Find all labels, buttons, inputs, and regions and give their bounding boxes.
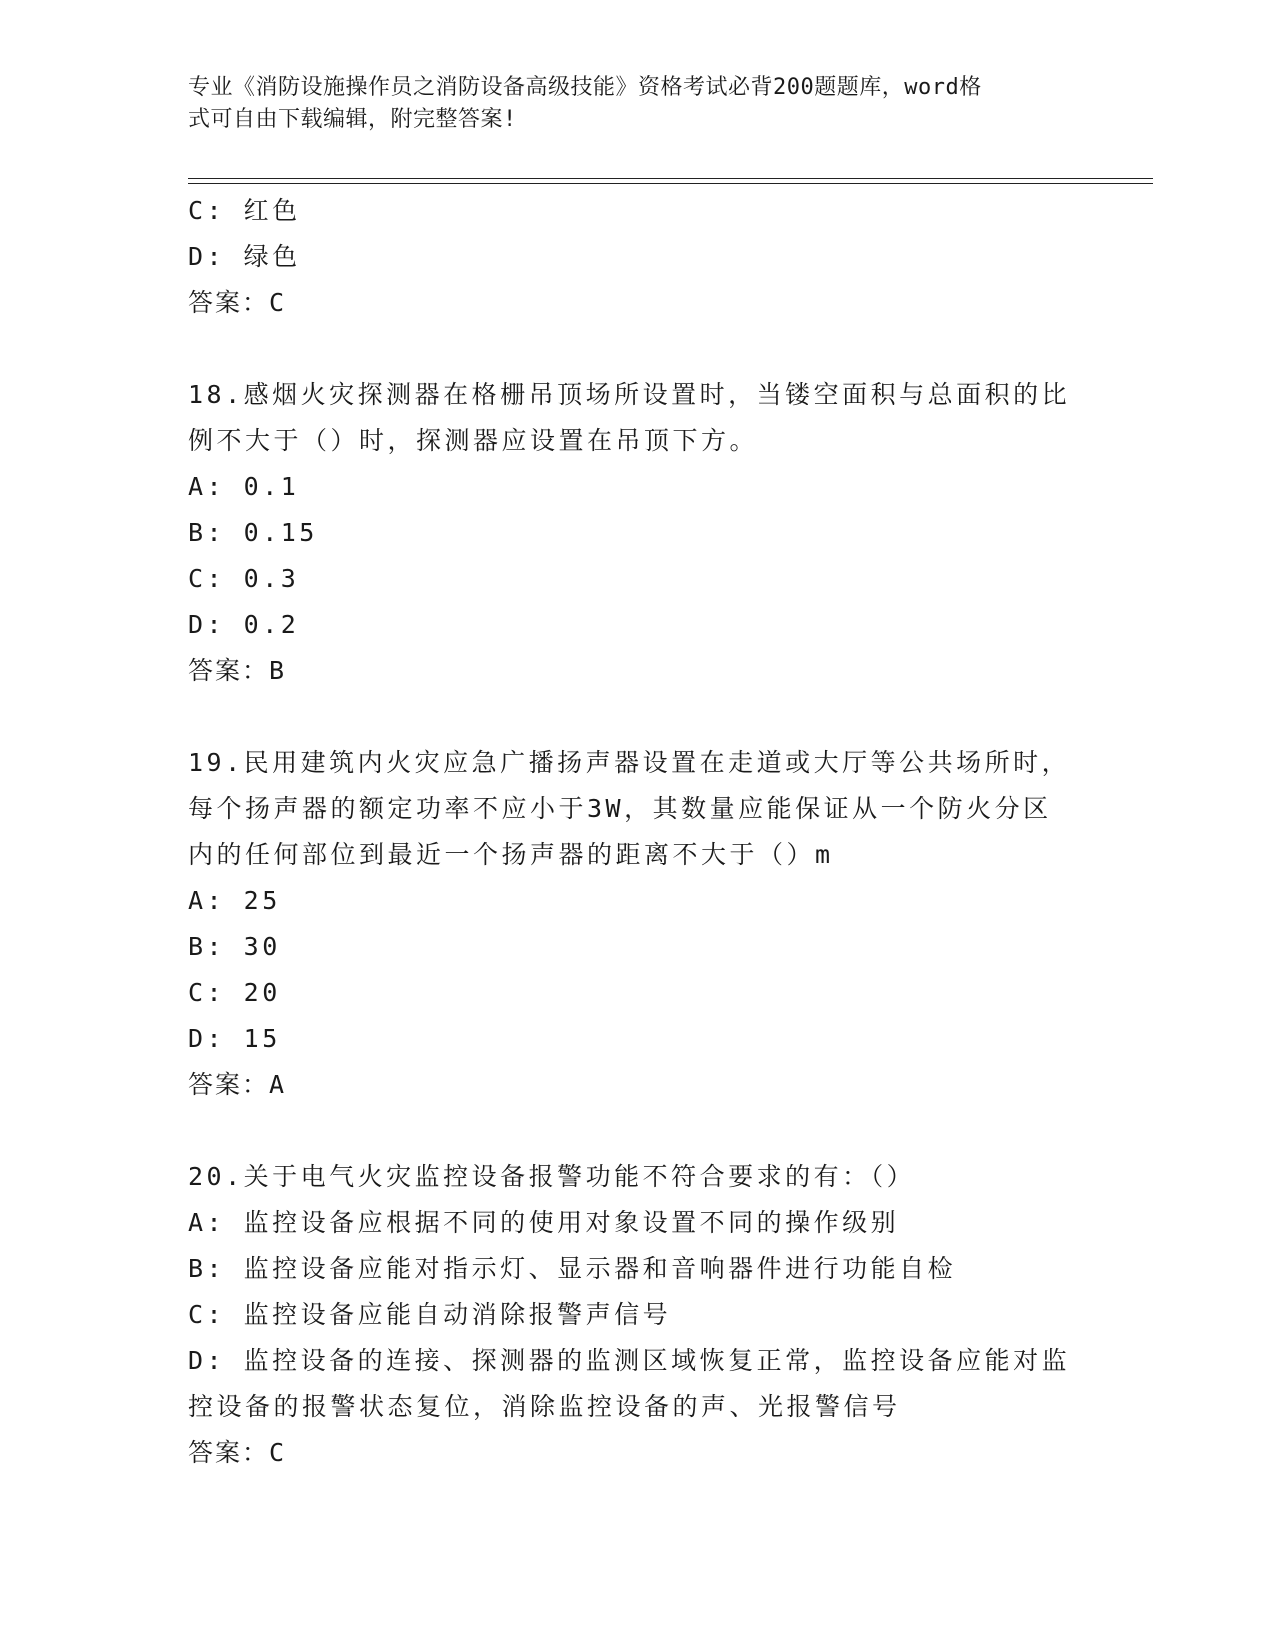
- answer: 答案：C: [188, 1438, 287, 1467]
- header-divider-top: [188, 178, 1153, 179]
- question-stem-line: 20.关于电气火灾监控设备报警功能不符合要求的有：（）: [188, 1162, 916, 1191]
- answer: 答案：C: [188, 288, 287, 317]
- option-b: B: 30: [188, 932, 281, 961]
- spacer: [188, 1108, 1088, 1154]
- question-stem-line: 例不大于（）时，探测器应设置在吊顶下方。: [188, 426, 759, 455]
- answer: 答案：B: [188, 656, 287, 685]
- option-c: C: 监控设备应能自动消除报警声信号: [188, 1300, 672, 1329]
- option-d: D: 监控设备的连接、探测器的监测区域恢复正常，监控设备应能对监: [188, 1346, 1071, 1375]
- option-d: D: 0.2: [188, 610, 300, 639]
- header-line-2: 式可自由下载编辑，附完整答案!: [188, 107, 517, 132]
- question-stem-line: 18.感烟火灾探测器在格栅吊顶场所设置时，当镂空面积与总面积的比: [188, 380, 1071, 409]
- document-header: [188, 72, 1068, 136]
- question-stem-line: 19.民用建筑内火灾应急广播扬声器设置在走道或大厅等公共场所时，: [188, 748, 1071, 777]
- spacer: [188, 694, 1088, 740]
- answer: 答案：A: [188, 1070, 287, 1099]
- spacer: [188, 326, 1088, 372]
- option-a: A: 0.1: [188, 472, 300, 501]
- header-line-1: 专业《消防设施操作员之消防设备高级技能》资格考试必背200题题库，word格: [188, 75, 982, 100]
- option-d-continued: 控设备的报警状态复位，消除监控设备的声、光报警信号: [188, 1392, 901, 1421]
- option-c: C: 20: [188, 978, 281, 1007]
- option-d: D: 绿色: [188, 242, 301, 271]
- option-d: D: 15: [188, 1024, 281, 1053]
- option-b: B: 0.15: [188, 518, 318, 547]
- question-stem-line: 每个扬声器的额定功率不应小于3W，其数量应能保证从一个防火分区: [188, 794, 1052, 823]
- question-18: [188, 372, 1088, 694]
- option-c: C: 0.3: [188, 564, 300, 593]
- question-stem-line: 内的任何部位到最近一个扬声器的距离不大于（）m: [188, 840, 834, 869]
- question-content: [188, 188, 1088, 1476]
- option-c: C: 红色: [188, 196, 301, 225]
- option-b: B: 监控设备应能对指示灯、显示器和音响器件进行功能自检: [188, 1254, 957, 1283]
- option-a: A: 25: [188, 886, 281, 915]
- header-divider-bottom: [188, 183, 1153, 184]
- option-a: A: 监控设备应根据不同的使用对象设置不同的操作级别: [188, 1208, 900, 1237]
- question-19: [188, 740, 1088, 1108]
- previous-question: [188, 188, 1088, 326]
- question-20: [188, 1154, 1088, 1476]
